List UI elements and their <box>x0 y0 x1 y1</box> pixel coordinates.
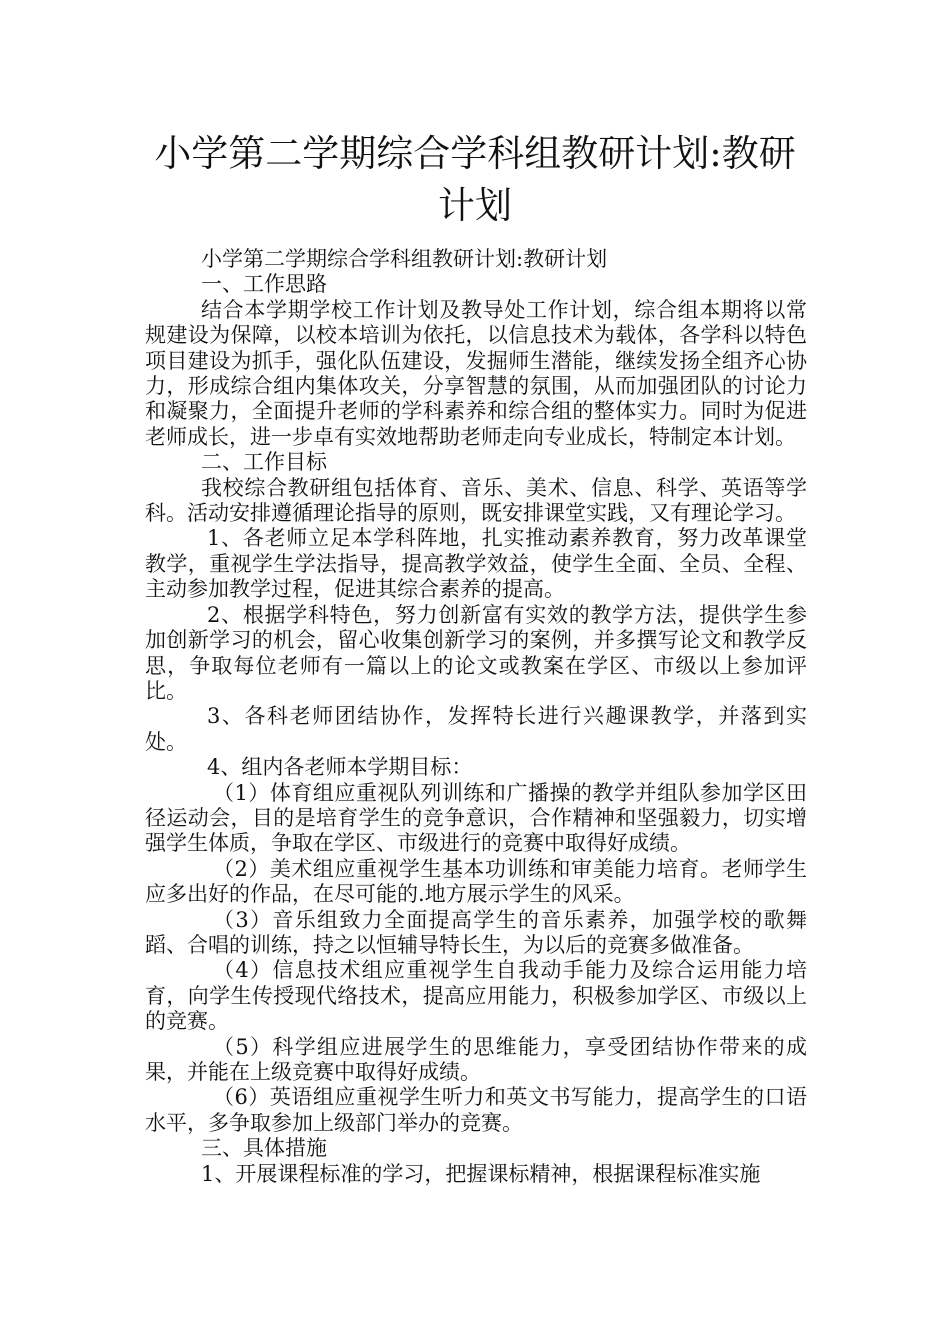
goal-item-3: 3、各科老师团结协作，发挥特长进行兴趣课教学，并落到实处。 <box>145 704 807 754</box>
subgoal-english: （6）英语组应重视学生听力和英文书写能力，提高学生的口语水平，多争取参加上级部门举办的竞赛。 <box>145 1085 807 1135</box>
subgoal-music: （3）音乐组致力全面提高学生的音乐素养，加强学校的歌舞蹈、合唱的训练，持之以恒辅导特长生，为以后的竞赛多做准备。 <box>145 907 807 957</box>
section-heading-2: 二、工作目标 <box>201 450 327 475</box>
section-heading-1: 一、工作思路 <box>201 272 327 297</box>
paragraph-work-approach: 结合本学期学校工作计划及教导处工作计划，综合组本期将以常规建设为保障，以校本培训为依托，以信息技术为载体，各学科以特色项目建设为抓手，强化队伍建设，发掘师生潜能，继续发扬全组齐心协力，形成综合组内集体攻关，分享智慧的氛围，从而加强团队的讨论力和凝聚力，全面提升老师的学科素养和综合组的整体实力。同时为促进老师成长，进一步卓有实效地帮助老师走向专业成长，特制定本计划。 <box>145 297 807 449</box>
goal-item-1: 1、各老师立足本学科阵地，扎实推动素养教育，努力改革课堂教学，重视学生学法指导，提高教学效益，使学生全面、全员、全程、主动参加教学过程，促进其综合素养的提高。 <box>145 526 807 602</box>
subgoal-art: （2）美术组应重视学生基本功训练和审美能力培育。老师学生应多出好的作品，在尽可能的.地方展示学生的风采。 <box>145 856 807 907</box>
document-title: 小学第二学期综合学科组教研计划:教研计划 <box>154 132 796 227</box>
measure-item-1: 1、开展课程标准的学习，把握课标精神，根据课程标准实施 <box>201 1161 761 1186</box>
document-body <box>145 247 807 1187</box>
subgoal-it: （4）信息技术组应重视学生自我动手能力及综合运用能力培育，向学生传授现代络技术，提高应用能力，积极参加学区、市级以上的竞赛。 <box>145 958 807 1034</box>
goal-item-4: 4、组内各老师本学期目标： <box>207 755 473 780</box>
subgoal-science: （5）科学组应进展学生的思维能力，享受团结协作带来的成果，并能在上级竞赛中取得好成绩。 <box>145 1034 807 1084</box>
subtitle-paragraph: 小学第二学期综合学科组教研计划:教研计划 <box>201 247 608 271</box>
goal-item-2: 2、根据学科特色，努力创新富有实效的教学方法，提供学生参加创新学习的机会，留心收集创新学习的案例，并多撰写论文和教学反思，争取每位老师有一篇以上的论文或教案在学区、市级以上参加评比。 <box>145 602 807 703</box>
paragraph-goals-intro: 我校综合教研组包括体育、音乐、美术、信息、科学、英语等学科。活动安排遵循理论指导的原则，既安排课堂实践，又有理论学习。 <box>145 475 807 526</box>
subgoal-pe: （1）体育组应重视队列训练和广播操的教学并组队参加学区田径运动会，目的是培育学生的竞争意识，合作精神和坚强毅力，切实增强学生体质，争取在学区、市级进行的竞赛中取得好成绩。 <box>145 780 807 856</box>
section-heading-3: 三、具体措施 <box>201 1136 327 1161</box>
